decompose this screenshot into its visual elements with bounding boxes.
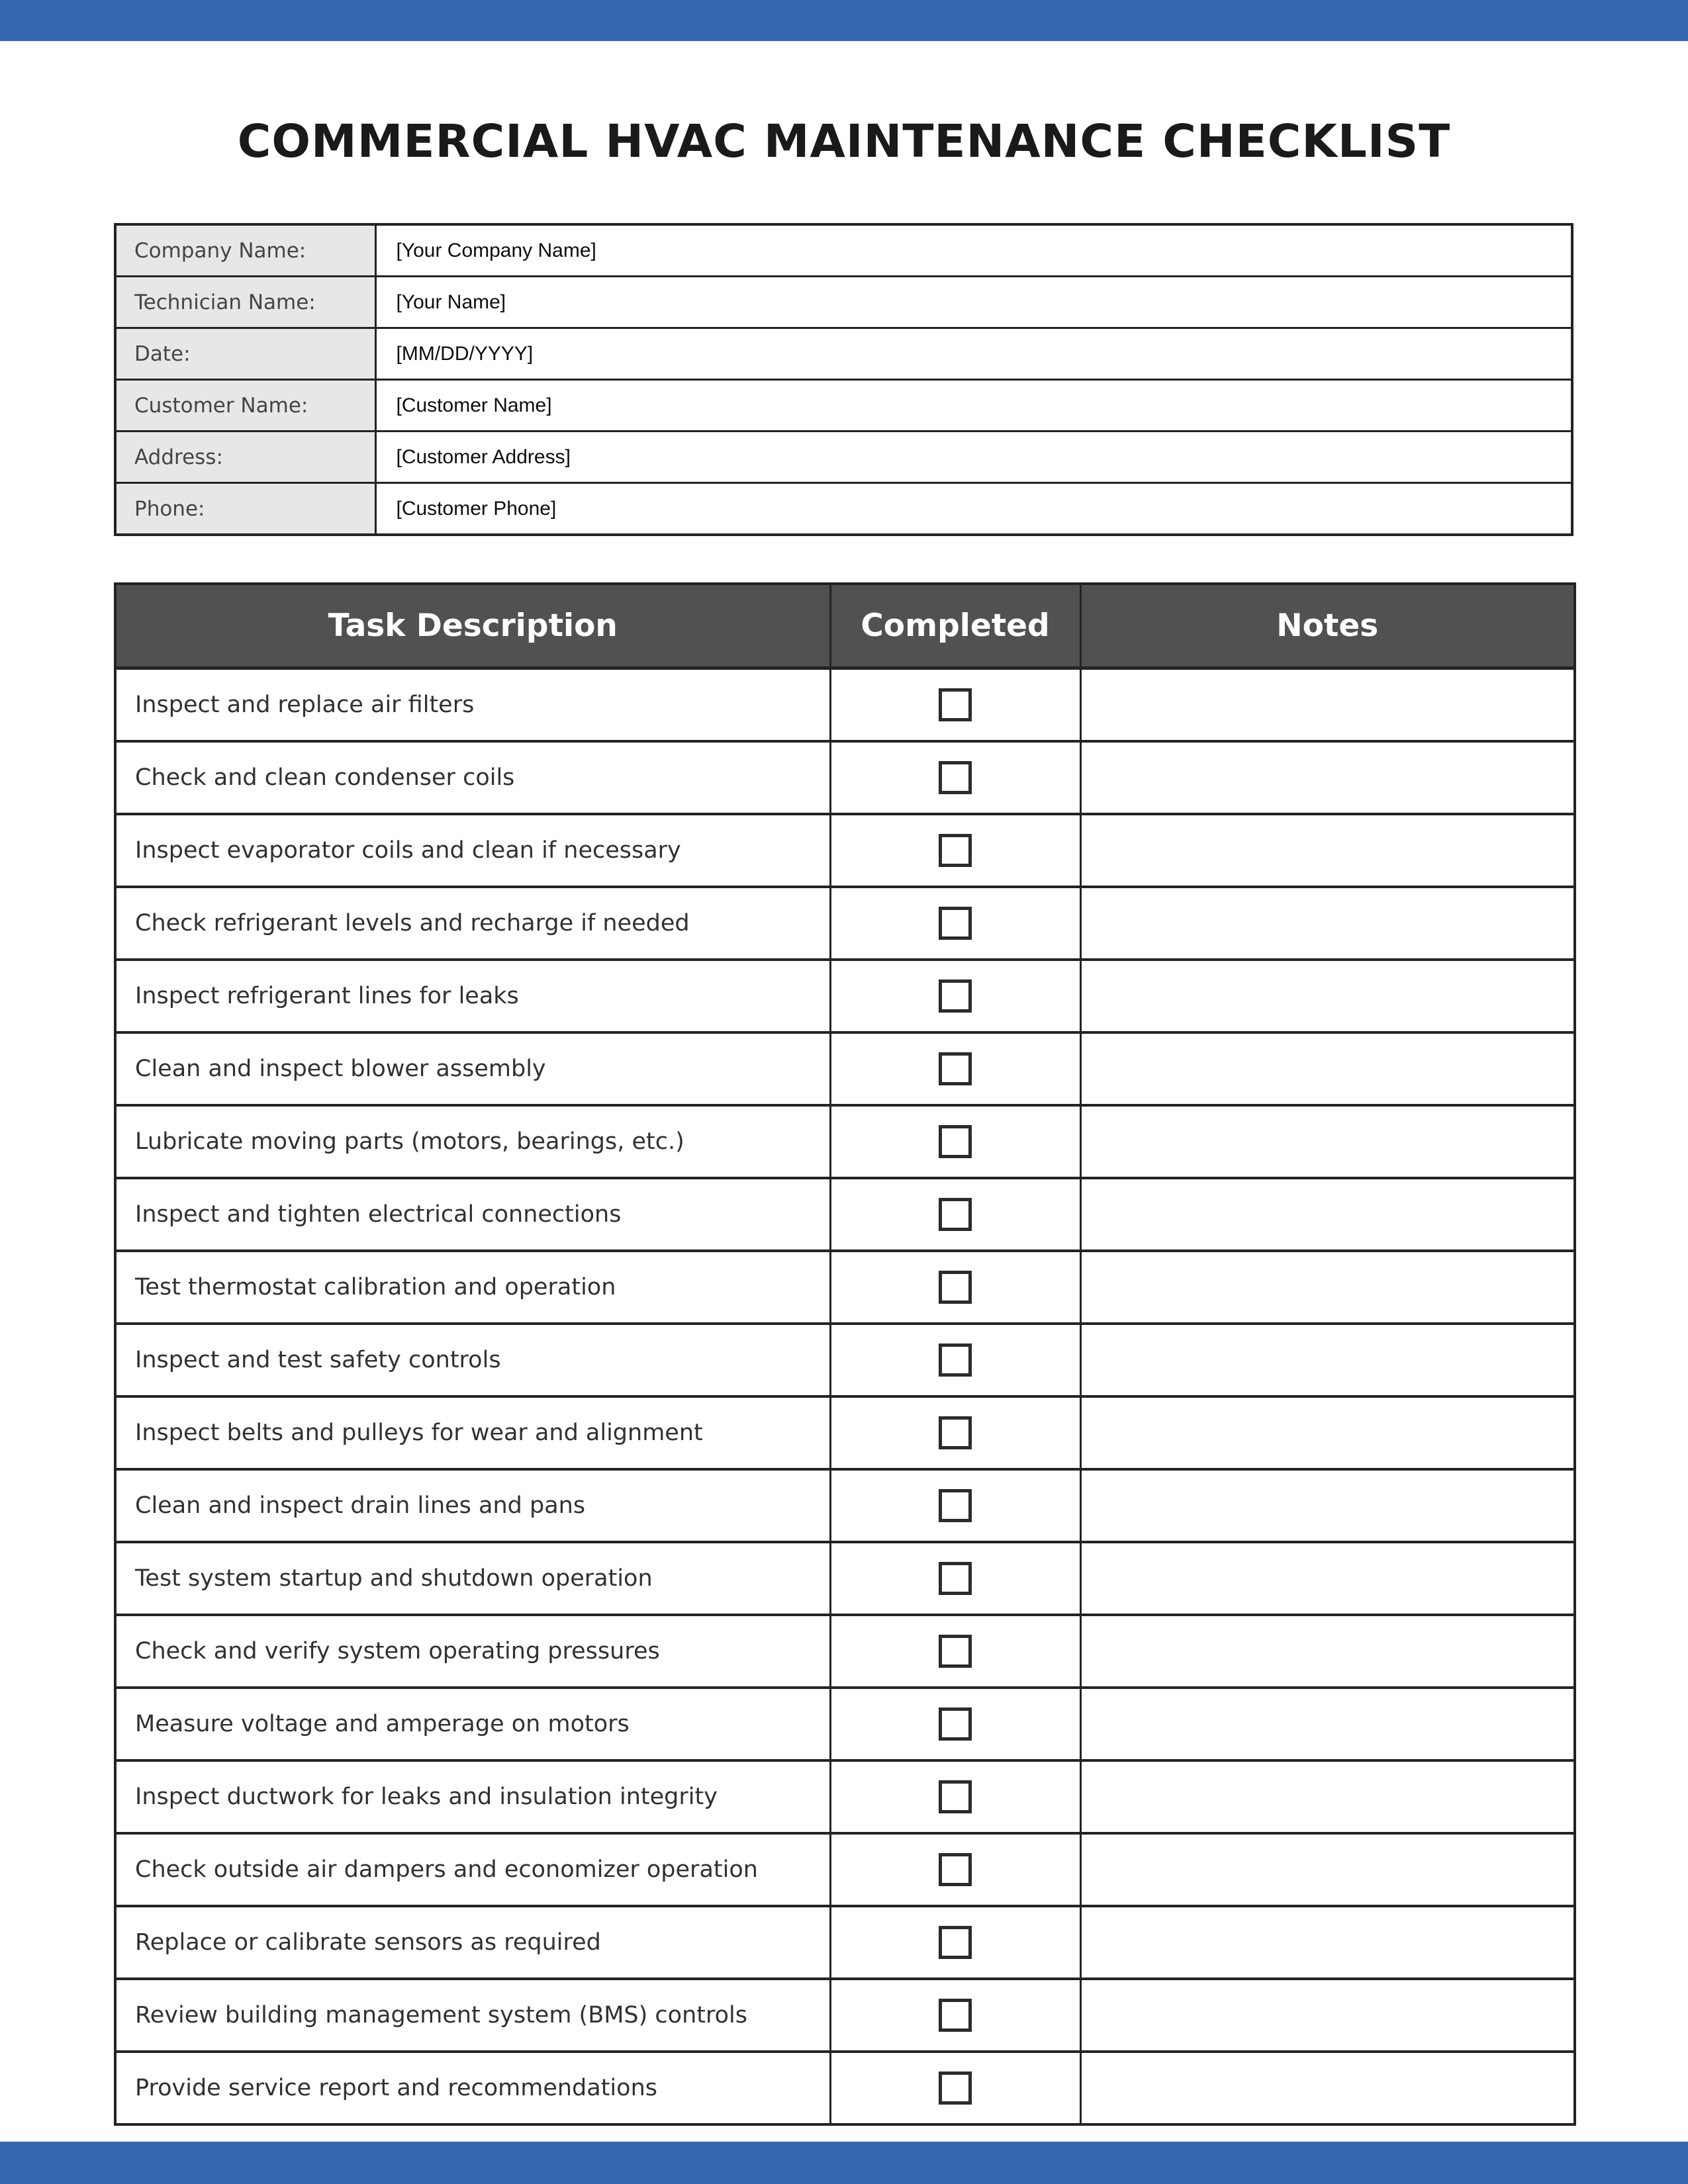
task-row (115, 1032, 1575, 1105)
task-description: Check outside air dampers and economizer operation (115, 1833, 830, 1906)
task-row (115, 814, 1575, 887)
note-field[interactable] (1080, 1833, 1575, 1906)
col-header-notes: Notes (1080, 584, 1575, 668)
info-row (115, 328, 1572, 380)
col-header-completed: Completed (830, 584, 1080, 668)
task-row (115, 960, 1575, 1032)
completed-checkbox[interactable] (939, 834, 972, 867)
task-description: Inspect evaporator coils and clean if necessary (115, 814, 830, 887)
completed-cell (830, 1324, 1080, 1396)
task-description: Inspect ductwork for leaks and insulation integrity (115, 1760, 830, 1833)
task-row (115, 1760, 1575, 1833)
task-row (115, 1615, 1575, 1688)
completed-checkbox[interactable] (939, 1343, 972, 1377)
task-description: Test system startup and shutdown operation (115, 1542, 830, 1615)
completed-checkbox[interactable] (939, 1999, 972, 2032)
info-row-label: Phone: (115, 483, 375, 535)
info-row (115, 432, 1572, 483)
task-description: Clean and inspect drain lines and pans (115, 1469, 830, 1542)
completed-checkbox[interactable] (939, 761, 972, 794)
task-description: Check refrigerant levels and recharge if needed (115, 887, 830, 960)
task-description: Check and verify system operating pressures (115, 1615, 830, 1688)
completed-checkbox[interactable] (939, 1780, 972, 1813)
info-row (115, 380, 1572, 432)
task-description: Inspect belts and pulleys for wear and alignment (115, 1396, 830, 1469)
completed-checkbox[interactable] (939, 1125, 972, 1158)
note-field[interactable] (1080, 887, 1575, 960)
task-row (115, 1251, 1575, 1324)
info-row-label: Company Name: (115, 224, 375, 277)
completed-cell (830, 1105, 1080, 1178)
task-description: Inspect and replace air filters (115, 668, 830, 742)
note-field[interactable] (1080, 1251, 1575, 1324)
completed-checkbox[interactable] (939, 2071, 972, 2105)
completed-cell (830, 887, 1080, 960)
task-description: Inspect and test safety controls (115, 1324, 830, 1396)
note-field[interactable] (1080, 1688, 1575, 1760)
note-field[interactable] (1080, 668, 1575, 742)
note-field[interactable] (1080, 1032, 1575, 1105)
task-row (115, 741, 1575, 814)
task-row (115, 1833, 1575, 1906)
info-row-value-field[interactable]: [Your Name] (375, 277, 1572, 328)
checklist-header-row (115, 584, 1575, 668)
completed-checkbox[interactable] (939, 1489, 972, 1522)
note-field[interactable] (1080, 1542, 1575, 1615)
completed-cell (830, 1396, 1080, 1469)
task-description: Inspect and tighten electrical connections (115, 1178, 830, 1251)
task-description: Provide service report and recommendations (115, 2052, 830, 2124)
info-row (115, 277, 1572, 328)
task-row (115, 1178, 1575, 1251)
completed-cell (830, 1615, 1080, 1688)
checklist-table (114, 582, 1576, 2126)
info-row-value-field[interactable]: [Customer Phone] (375, 483, 1572, 535)
note-field[interactable] (1080, 1105, 1575, 1178)
completed-cell (830, 1688, 1080, 1760)
completed-checkbox[interactable] (939, 688, 972, 721)
note-field[interactable] (1080, 814, 1575, 887)
completed-checkbox[interactable] (939, 907, 972, 940)
completed-checkbox[interactable] (939, 1562, 972, 1595)
completed-cell (830, 1469, 1080, 1542)
completed-cell (830, 1178, 1080, 1251)
task-row (115, 1469, 1575, 1542)
info-row-value-field[interactable]: [Your Company Name] (375, 224, 1572, 277)
completed-cell (830, 2052, 1080, 2124)
info-row-label: Technician Name: (115, 277, 375, 328)
note-field[interactable] (1080, 1760, 1575, 1833)
completed-cell (830, 1542, 1080, 1615)
info-row (115, 224, 1572, 277)
completed-cell (830, 1833, 1080, 1906)
info-row-label: Date: (115, 328, 375, 380)
page-title: COMMERCIAL HVAC MAINTENANCE CHECKLIST (237, 115, 1451, 168)
completed-cell (830, 1032, 1080, 1105)
note-field[interactable] (1080, 1906, 1575, 1979)
top-accent-bar (0, 0, 1688, 41)
completed-checkbox[interactable] (939, 979, 972, 1013)
note-field[interactable] (1080, 1469, 1575, 1542)
col-header-task-description: Task Description (115, 584, 830, 668)
completed-cell (830, 960, 1080, 1032)
task-row (115, 1396, 1575, 1469)
completed-cell (830, 1979, 1080, 2052)
note-field[interactable] (1080, 960, 1575, 1032)
note-field[interactable] (1080, 1396, 1575, 1469)
task-description: Replace or calibrate sensors as required (115, 1906, 830, 1979)
task-row (115, 668, 1575, 742)
task-row (115, 1979, 1575, 2052)
note-field[interactable] (1080, 1178, 1575, 1251)
note-field[interactable] (1080, 741, 1575, 814)
info-row (115, 483, 1572, 535)
task-row (115, 1906, 1575, 1979)
completed-checkbox[interactable] (939, 1707, 972, 1741)
task-description: Measure voltage and amperage on motors (115, 1688, 830, 1760)
task-description: Test thermostat calibration and operation (115, 1251, 830, 1324)
task-row (115, 1542, 1575, 1615)
completed-cell (830, 741, 1080, 814)
info-row-label: Customer Name: (115, 380, 375, 432)
info-row-value-field[interactable]: [Customer Address] (375, 432, 1572, 483)
task-description: Clean and inspect blower assembly (115, 1032, 830, 1105)
completed-checkbox[interactable] (939, 1416, 972, 1449)
completed-cell (830, 814, 1080, 887)
task-row (115, 2052, 1575, 2124)
completed-checkbox[interactable] (939, 1635, 972, 1668)
task-row (115, 887, 1575, 960)
completed-checkbox[interactable] (939, 1926, 972, 1959)
info-row-value-field[interactable]: [Customer Name] (375, 380, 1572, 432)
task-description: Inspect refrigerant lines for leaks (115, 960, 830, 1032)
bottom-accent-bar (0, 2142, 1688, 2184)
task-row (115, 1688, 1575, 1760)
task-description: Review building management system (BMS) controls (115, 1979, 830, 2052)
info-table (114, 223, 1573, 536)
note-field[interactable] (1080, 1615, 1575, 1688)
completed-cell (830, 1760, 1080, 1833)
note-field[interactable] (1080, 2052, 1575, 2124)
note-field[interactable] (1080, 1979, 1575, 2052)
task-row (115, 1324, 1575, 1396)
completed-cell (830, 1251, 1080, 1324)
completed-checkbox[interactable] (939, 1271, 972, 1304)
task-row (115, 1105, 1575, 1178)
info-row-value-field[interactable]: [MM/DD/YYYY] (375, 328, 1572, 380)
completed-checkbox[interactable] (939, 1198, 972, 1231)
completed-checkbox[interactable] (939, 1052, 972, 1085)
completed-cell (830, 1906, 1080, 1979)
completed-cell (830, 668, 1080, 742)
info-row-label: Address: (115, 432, 375, 483)
task-description: Lubricate moving parts (motors, bearings, etc.) (115, 1105, 830, 1178)
task-description: Check and clean condenser coils (115, 741, 830, 814)
note-field[interactable] (1080, 1324, 1575, 1396)
completed-checkbox[interactable] (939, 1853, 972, 1886)
